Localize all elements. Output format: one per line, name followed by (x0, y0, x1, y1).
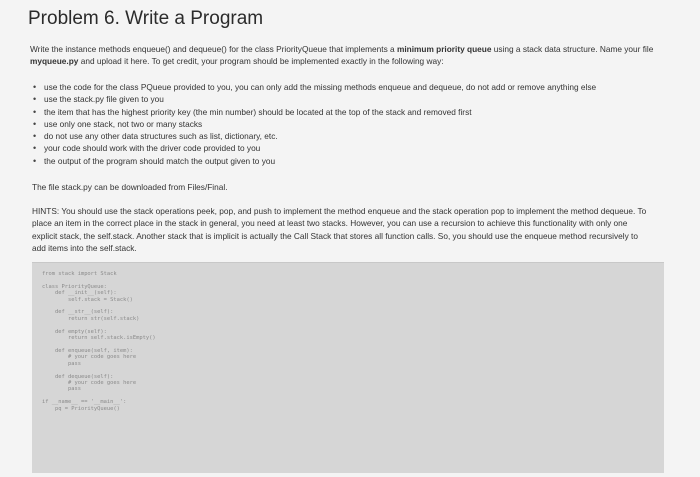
requirement-item: • the output of the program should match the output given to you (30, 155, 670, 167)
code-line: from stack import Stack (42, 271, 117, 277)
intro-paragraph (30, 43, 680, 67)
requirement-item: • use the code for the class PQueue provided to you, you can only add the missing methods enqueue and dequeue, do not add or remove anything else (30, 81, 670, 93)
code-listing (42, 271, 156, 412)
code-line: return self.stack.isEmpty() (42, 335, 156, 342)
code-line: # your code goes here (42, 354, 137, 361)
code-line: def __init__(self): (42, 290, 117, 297)
code-line: # your code goes here (42, 379, 137, 386)
intro-bold-filename: myqueue.py (30, 56, 79, 66)
intro-text-3: and upload it here. To get credit, your program should be implemented exactly in the following way: (78, 56, 444, 66)
intro-bold-priority-queue: minimum priority queue (396, 44, 492, 54)
requirement-item: • use the stack.py file given to you (30, 93, 670, 105)
code-line: def __str__(self): (42, 309, 114, 316)
code-line: def enqueue(self, item): (42, 347, 133, 354)
code-line: pq = PriorityQueue() (42, 405, 120, 412)
hints-paragraph: HINTS: You should use the stack operations peek, pop, and push to implement the method enqueue and the stack operation pop to implement the method dequeue. To place an item in the correct place in the stack in general, you need at least two stacks. However, you can use a recursion to achieve this functionality with only one explicit stack, the self.stack. Another stack that is implicit is actually the Call Stack that stores all function calls. So, you should use the enqueue method recursively to add items into the self.stack. (32, 206, 647, 253)
code-line: def dequeue(self): (42, 373, 114, 380)
requirement-item: • do not use any other data structures such as list, dictionary, etc. (30, 130, 670, 142)
intro-text-1: Write the instance methods enqueue() and dequeue() for the class PriorityQueue that implements a (30, 44, 397, 54)
code-line: if __name__ == '__main__': (42, 399, 127, 406)
code-screenshot (32, 262, 664, 473)
requirements-list (30, 81, 670, 167)
code-line: self.stack = Stack() (42, 296, 133, 303)
requirement-item: • your code should work with the driver code provided to you (30, 142, 670, 154)
requirement-item: • use only one stack, not two or many stacks (30, 118, 670, 130)
requirement-item: • the item that has the highest priority key (the min number) should be located at the top of the stack and removed first (30, 106, 670, 118)
intro-text-2: using a stack data structure. Name your file (491, 44, 654, 54)
problem-title: Problem 6. Write a Program (28, 8, 264, 29)
code-line: pass (42, 360, 81, 367)
code-line: class PriorityQueue: (42, 283, 107, 290)
code-line: def empty(self): (42, 328, 107, 335)
file-download-note: The file stack.py can be downloaded from Files/Final. (32, 182, 228, 192)
code-line: pass (42, 386, 81, 393)
code-line: return str(self.stack) (42, 315, 140, 322)
